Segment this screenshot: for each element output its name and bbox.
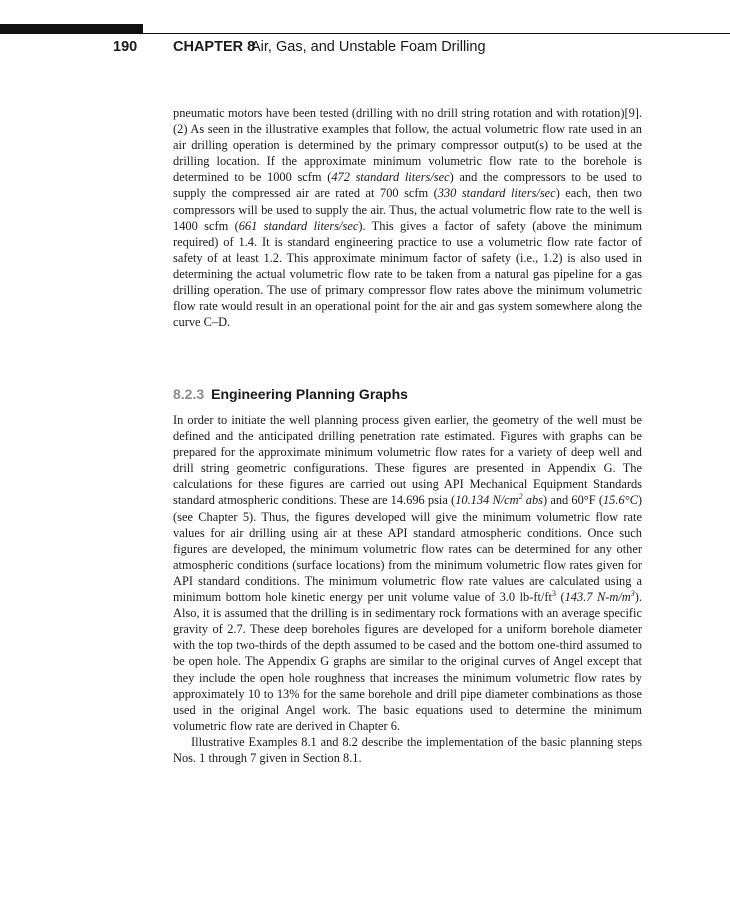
running-head xyxy=(0,39,730,59)
text-run: ) each, then two compressors will be used to supply the air. Thus, the actual volumetric flow rate to the well is 1400 scfm ( xyxy=(173,186,642,233)
italic-run: 15.6°C xyxy=(602,493,638,508)
italic-run xyxy=(565,590,635,604)
paragraph-text xyxy=(173,105,642,330)
body-paragraph-1 xyxy=(173,105,642,330)
section-heading xyxy=(173,386,408,402)
paragraph-text xyxy=(173,412,642,734)
text-run: ) and the compressors to be used to supply the compressed air are rated at 700 scfm ( xyxy=(173,170,642,201)
superscript: 3 xyxy=(551,588,556,598)
text-run: ( xyxy=(555,590,565,605)
italic-run: 472 standard liters/sec xyxy=(331,170,450,185)
header-bar-dark xyxy=(0,24,143,34)
page-number: 190 xyxy=(113,39,138,55)
text-run: ). This gives a factor of safety (above the minimum required) of 1.4. It is standard engineering practice to use a volumetric flow rate factor of safety of at least 1.2. This approximate minimum factor of safety (i.e., 1.2) is also used in determining the actual volumetric flow rate to be taken from a natural gas pipeline for a gas drilling operation. The use of primary compressor flow rates above the minimum volumetric flow rate would result in an operational point for the air and gas system somewhere along the curve C–D. xyxy=(173,218,642,330)
italic-run: 330 standard liters/sec xyxy=(437,186,556,201)
text-run: 10.134 N/cm xyxy=(455,493,519,508)
superscript: 3 xyxy=(630,588,635,598)
text-run: pneumatic motors have been tested (drilling with no drill string rotation and with rotation)[9]. (2) As seen in the illustrative examples that follow, the actual volumetric flow rate used in an air drilling operation is determined by the primary compressor output(s) to be used at the drilling location. If the approximate minimum volumetric flow rate to the borehole is determined to be 1000 scfm ( xyxy=(173,106,642,185)
chapter-title: Air, Gas, and Unstable Foam Drilling xyxy=(251,39,486,55)
italic-run: 661 standard liters/sec xyxy=(238,218,359,233)
text-run: In order to initiate the well planning process given earlier, the geometry of the well must be defined and the anticipated drilling penetration rate estimated. Figures with graphs can be prepared for the approximate minimum volumetric flow rates for a variety of deep well and drill string geometric configurations. These figures are presented in Appendix G. The calculations for these figures are carried out using API Mechanical Equipment Standards standard atmospheric conditions. These are 14.696 psia ( xyxy=(173,413,642,508)
italic-run xyxy=(455,493,543,507)
superscript: 2 xyxy=(518,492,523,502)
section-title: Engineering Planning Graphs xyxy=(211,386,408,402)
text-run: ) (see Chapter 5). Thus, the figures developed will give the minimum volumetric flow rate values for air drilling using air at these API standard atmospheric conditions. Once such figures are developed, the minimum volumetric flow rates can be determined for any other atmospheric conditions (surface locations) from the minimum volumetric flow rates given for API standard conditions. The minimum volumetric flow rate values are calculated using a minimum bottom hole kinetic energy per unit volume value of 3.0 lb-ft/ft xyxy=(173,493,642,605)
paragraph-text: Illustrative Examples 8.1 and 8.2 describe the implementation of the basic planning steps Nos. 1 through 7 given in Section 8.1. xyxy=(173,734,642,765)
chapter-label: CHAPTER 8 xyxy=(173,39,256,55)
section-number: 8.2.3 xyxy=(173,386,205,402)
text-run: 143.7 N-m/m xyxy=(564,590,631,605)
text-run: abs xyxy=(522,493,544,508)
text-run: ) and 60°F ( xyxy=(543,493,603,508)
body-paragraph-2 xyxy=(173,412,642,766)
text-run: ). Also, it is assumed that the drilling is in sedimentary rock formations with an average specific gravity of 2.7. These deep boreholes figures are developed for a uniform borehole diameter with the top two-thirds of the depth assumed to be cased and the bottom one-third assumed to be open hole. The Appendix G graphs are similar to the original curves of Angel except that they include the open hole roughness that increases the minimum volumetric flow rates by approximately 10 to 13% for the same borehole and drill pipe diameter combinations as those used in the original Angel work. The basic equations used to determine the minimum volumetric flow rate are derived in Chapter 6. xyxy=(173,590,642,733)
header-rule xyxy=(143,33,730,34)
